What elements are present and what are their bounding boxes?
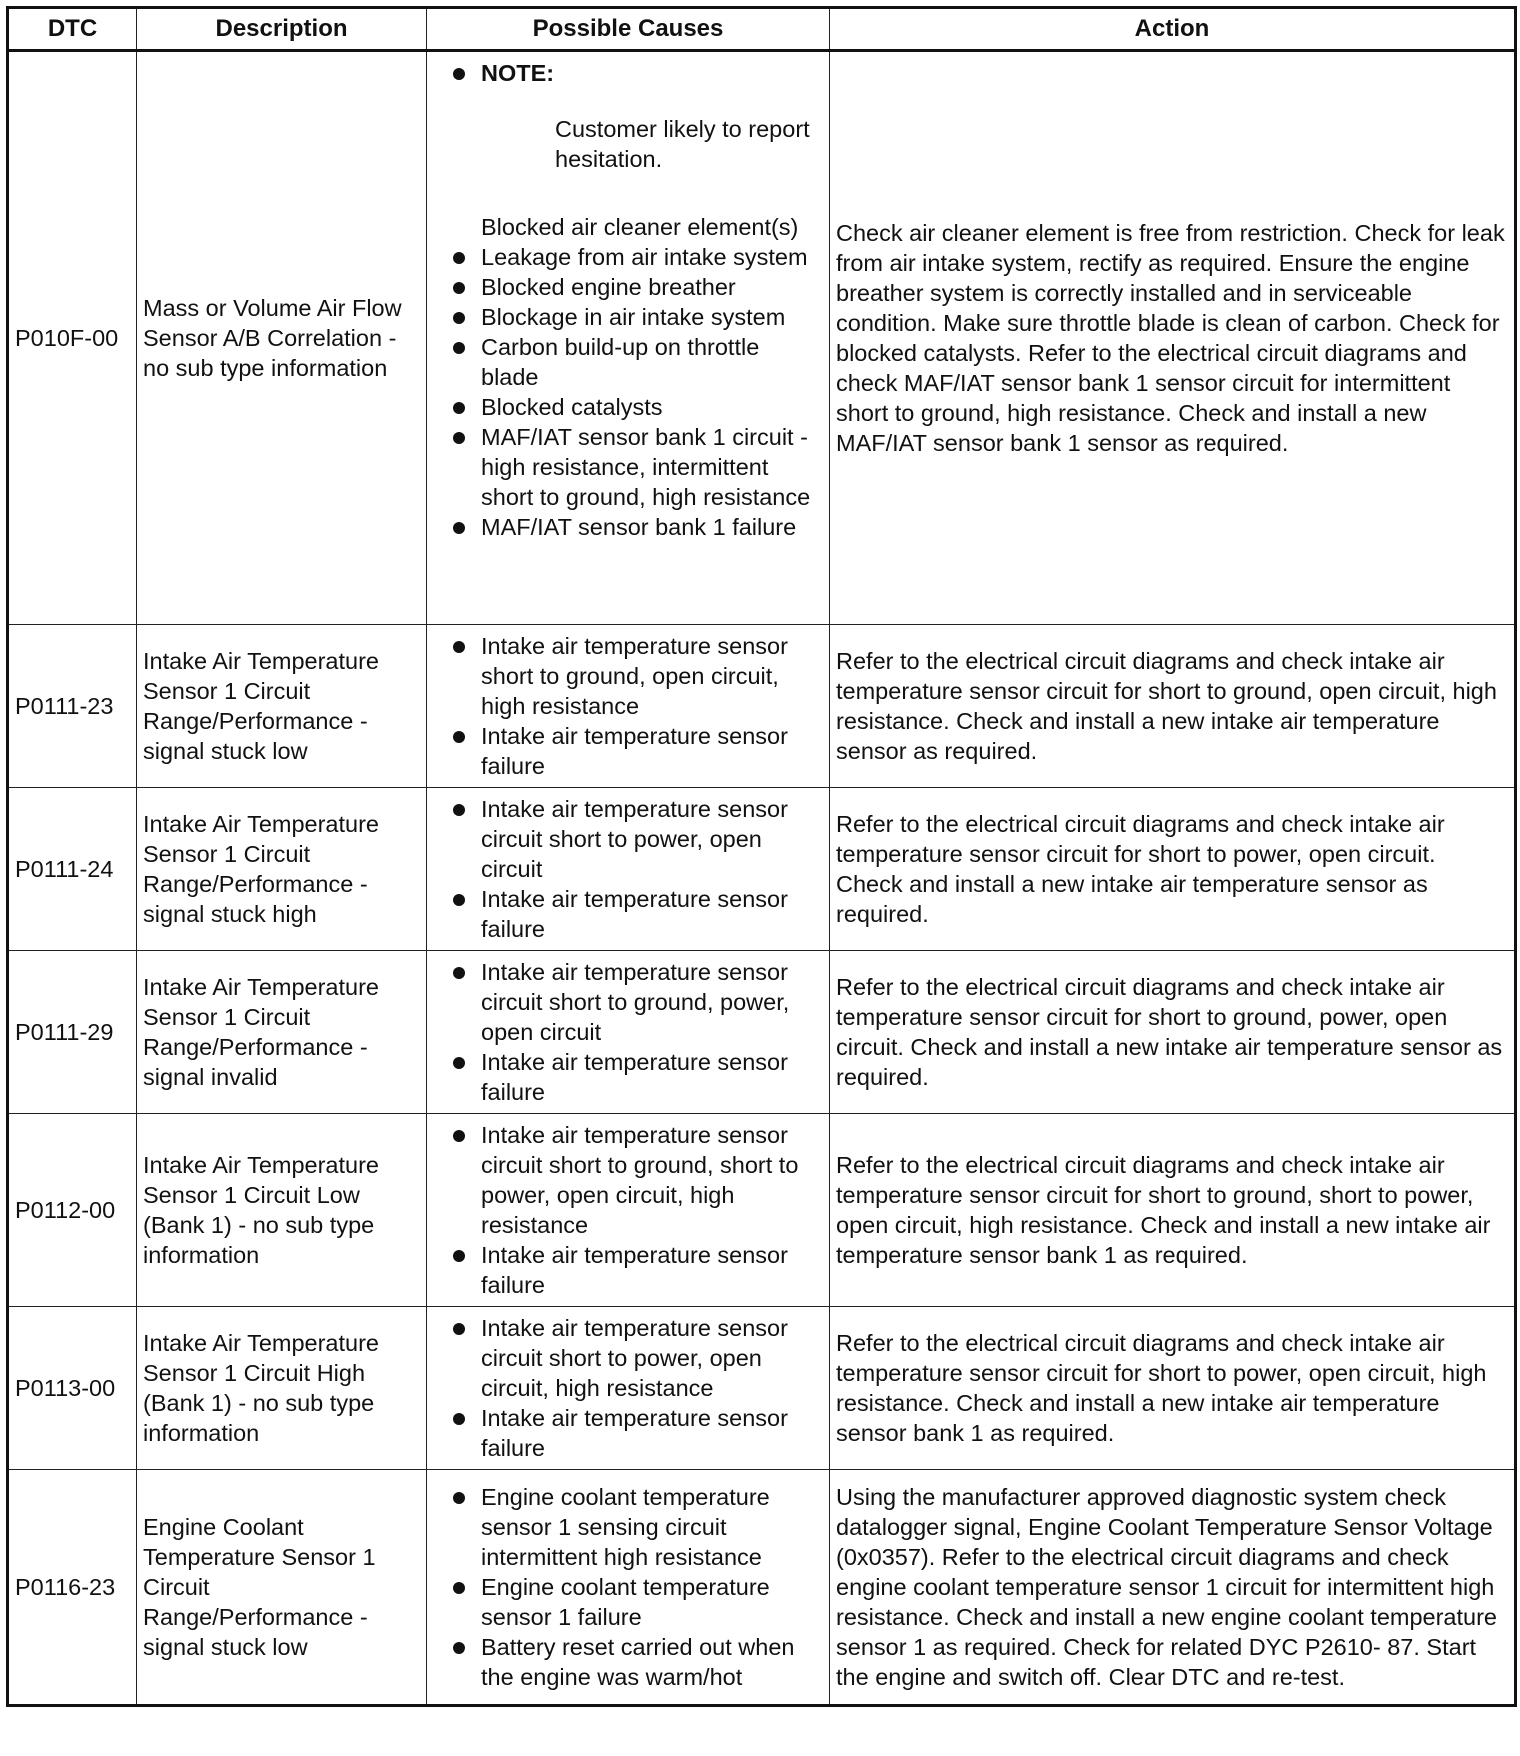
cause-item: [433, 302, 823, 332]
description-cell: Intake Air Temperature Sensor 1 Circuit Range/Performance - signal stuck high: [137, 788, 427, 951]
causes-list: [433, 58, 823, 88]
note-text: Customer likely to report hesitation.: [555, 116, 810, 172]
action-cell: Refer to the electrical circuit diagrams and check intake air temperature sensor circuit for short to ground, power, open circuit. Check and install a new intake air temperature sensor as required.: [830, 951, 1516, 1114]
causes-list: [433, 794, 823, 944]
cause-item: [433, 512, 823, 542]
cause-item: [433, 1403, 823, 1463]
bullet-icon: [453, 522, 465, 534]
cause-text: MAF/IAT sensor bank 1 failure: [481, 514, 797, 540]
dtc-code: P0112-00: [8, 1114, 137, 1307]
table-row: [8, 951, 1516, 1114]
cause-text: MAF/IAT sensor bank 1 circuit - high resistance, intermittent short to ground, high resistance: [481, 424, 811, 510]
cause-text: Intake air temperature sensor circuit short to ground, short to power, open circuit, high resistance: [481, 1122, 799, 1238]
bullet-icon: [453, 1057, 465, 1069]
action-cell: Refer to the electrical circuit diagrams and check intake air temperature sensor circuit for short to ground, open circuit, high resistance. Check and install a new intake air temperature sensor as required.: [830, 625, 1516, 788]
cause-item: [433, 392, 823, 422]
cause-text: Engine coolant temperature sensor 1 sensing circuit intermittent high resistance: [481, 1484, 770, 1570]
table-row: [8, 625, 1516, 788]
description-cell: Mass or Volume Air Flow Sensor A/B Correlation - no sub type information: [137, 51, 427, 625]
cause-item: [433, 332, 823, 392]
causes-cell: [427, 1114, 830, 1307]
table-row: [8, 788, 1516, 951]
dtc-code: P010F-00: [8, 51, 137, 625]
cause-item: [433, 884, 823, 944]
cause-item: [433, 1120, 823, 1240]
bullet-icon: [453, 432, 465, 444]
cause-item: [433, 242, 823, 272]
causes-cell: [427, 51, 830, 625]
dtc-code: P0113-00: [8, 1307, 137, 1470]
bullet-icon: [453, 967, 465, 979]
causes-list: [433, 1313, 823, 1463]
bullet-icon: [453, 312, 465, 324]
dtc-code: P0111-24: [8, 788, 137, 951]
bullet-icon: [453, 68, 465, 80]
cause-text: Intake air temperature sensor failure: [481, 1242, 788, 1298]
cause-text: Intake air temperature sensor failure: [481, 723, 788, 779]
table-row: [8, 1114, 1516, 1307]
action-cell: Refer to the electrical circuit diagrams and check intake air temperature sensor circuit for short to power, open circuit. Check and install a new intake air temperature sensor as required.: [830, 788, 1516, 951]
causes-cell: [427, 1307, 830, 1470]
cause-text: Blocked catalysts: [481, 394, 663, 420]
header-row: [8, 8, 1516, 51]
cause-text: Carbon build-up on throttle blade: [481, 334, 760, 390]
cause-text: Battery reset carried out when the engine was warm/hot: [481, 1634, 795, 1690]
header-description: Description: [137, 8, 427, 51]
causes-list: [433, 631, 823, 781]
cause-text: Leakage from air intake system: [481, 244, 808, 270]
cause-item: [433, 58, 823, 88]
cause-text: Blocked engine breather: [481, 274, 736, 300]
bullet-icon: [453, 731, 465, 743]
cause-item: [433, 721, 823, 781]
bullet-icon: [453, 1492, 465, 1504]
action-cell: Refer to the electrical circuit diagrams and check intake air temperature sensor circuit for short to power, open circuit, high resistance. Check and install a new intake air temperature sensor bank 1 as required.: [830, 1307, 1516, 1470]
dtc-code: P0111-29: [8, 951, 137, 1114]
cause-text: Intake air temperature sensor failure: [481, 1049, 788, 1105]
cause-item: [433, 1240, 823, 1300]
dtc-document: [6, 6, 1514, 1746]
cause-item: [433, 272, 823, 302]
bullet-icon: [453, 804, 465, 816]
bullet-icon: [453, 1413, 465, 1425]
bullet-icon: [453, 1130, 465, 1142]
table-row: [8, 51, 1516, 625]
description-cell: Intake Air Temperature Sensor 1 Circuit Range/Performance - signal invalid: [137, 951, 427, 1114]
cause-item: [433, 1047, 823, 1107]
bullet-icon: [453, 342, 465, 354]
dtc-code: P0111-23: [8, 625, 137, 788]
header-possible-causes: Possible Causes: [427, 8, 830, 51]
bullet-icon: [453, 1582, 465, 1594]
bullet-icon: [453, 641, 465, 653]
cause-text: Blockage in air intake system: [481, 304, 786, 330]
cause-item: [433, 794, 823, 884]
cause-text: Intake air temperature sensor circuit short to power, open circuit, high resistance: [481, 1315, 788, 1401]
cause-item: [433, 1572, 823, 1632]
causes-list: [433, 1120, 823, 1300]
description-cell: Intake Air Temperature Sensor 1 Circuit Low (Bank 1) - no sub type information: [137, 1114, 427, 1307]
cause-text: Intake air temperature sensor failure: [481, 1405, 788, 1461]
cause-item: [433, 1313, 823, 1403]
description-cell: Engine Coolant Temperature Sensor 1 Circuit Range/Performance - signal stuck low: [137, 1470, 427, 1706]
causes-cell: [427, 625, 830, 788]
action-cell: Using the manufacturer approved diagnostic system check datalogger signal, Engine Coolant Temperature Sensor Voltage (0x0357). Refer to the electrical circuit diagrams and check engine coolant temperature sensor 1 circuit for intermittent high resistance. Check and install a new engine coolant temperature sensor 1 as required. Check for related DYC P2610- 87. Start the engine and switch off. Clear DTC and re-test.: [830, 1470, 1516, 1706]
causes-list: [433, 1482, 823, 1692]
cause-text: Intake air temperature sensor short to ground, open circuit, high resistance: [481, 633, 788, 719]
cause-item: [433, 631, 823, 721]
cause-item: [433, 1482, 823, 1572]
dtc-code: P0116-23: [8, 1470, 137, 1706]
causes-cell: [427, 951, 830, 1114]
bullet-icon: [453, 1642, 465, 1654]
cause-text: Intake air temperature sensor circuit short to ground, power, open circuit: [481, 959, 790, 1045]
cause-text: Engine coolant temperature sensor 1 failure: [481, 1574, 770, 1630]
header-dtc: DTC: [8, 8, 137, 51]
bullet-icon: [453, 1323, 465, 1335]
cause-item: [433, 422, 823, 512]
causes-cell: [427, 1470, 830, 1706]
causes-list: [433, 957, 823, 1107]
cause-text: Intake air temperature sensor failure: [481, 886, 788, 942]
causes-cell: [427, 788, 830, 951]
bullet-icon: [453, 282, 465, 294]
note-label: NOTE:: [481, 60, 555, 86]
cause-item: [433, 1632, 823, 1692]
cause-item: Blocked air cleaner element(s): [481, 214, 799, 240]
cause-text: Intake air temperature sensor circuit short to power, open circuit: [481, 796, 788, 882]
bullet-icon: [453, 402, 465, 414]
bullet-icon: [453, 1250, 465, 1262]
header-action: Action: [830, 8, 1516, 51]
action-cell: Refer to the electrical circuit diagrams and check intake air temperature sensor circuit for short to ground, short to power, open circuit, high resistance. Check and install a new intake air temperature sensor bank 1 as required.: [830, 1114, 1516, 1307]
dtc-table: [6, 6, 1517, 1707]
bullet-icon: [453, 252, 465, 264]
causes-list: [433, 242, 823, 542]
bullet-icon: [453, 894, 465, 906]
table-row: [8, 1470, 1516, 1706]
table-row: [8, 1307, 1516, 1470]
description-cell: Intake Air Temperature Sensor 1 Circuit High (Bank 1) - no sub type information: [137, 1307, 427, 1470]
cause-item: [433, 957, 823, 1047]
description-cell: Intake Air Temperature Sensor 1 Circuit Range/Performance - signal stuck low: [137, 625, 427, 788]
action-cell: Check air cleaner element is free from restriction. Check for leak from air intake system, rectify as required. Ensure the engine breather system is correctly installed and in serviceable condition. Make sure throttle blade is clean of carbon. Check for blocked catalysts. Refer to the electrical circuit diagrams and check MAF/IAT sensor bank 1 sensor circuit for intermittent short to ground, high resistance. Check and install a new MAF/IAT sensor bank 1 sensor as required.: [830, 51, 1516, 625]
